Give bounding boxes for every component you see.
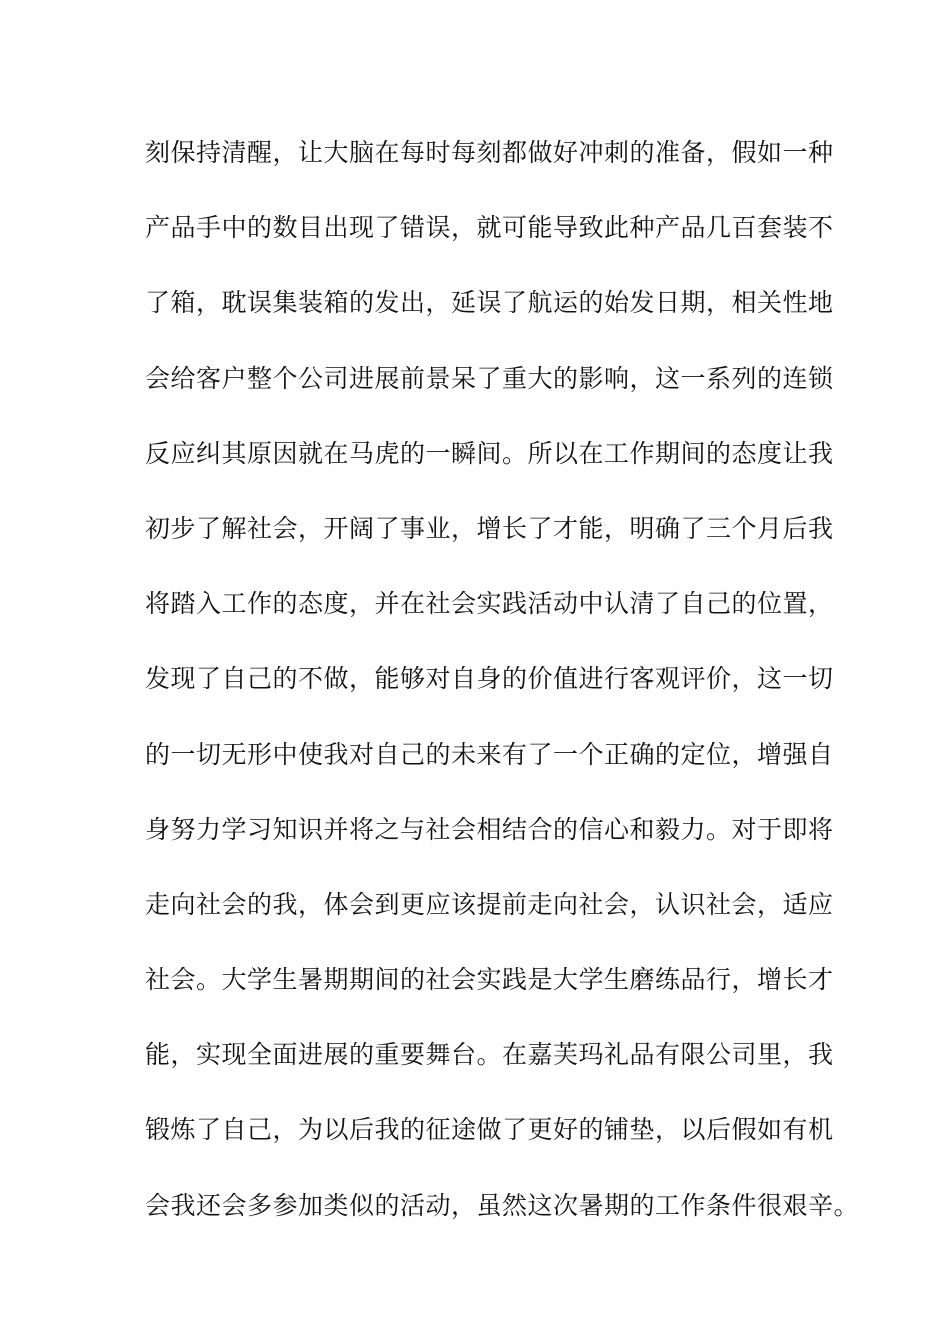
text-line: 产品手中的数目出现了错误，就可能导致此种产品几百套装不 xyxy=(145,213,834,243)
text-line: 走向社会的我，体会到更应该提前走向社会，认识社会，适应 xyxy=(145,889,834,919)
text-line: 锻炼了自己，为以后我的征途做了更好的铺垫，以后假如有机 xyxy=(145,1115,834,1145)
text-line: 能，实现全面进展的重要舞台。在嘉芙玛礼品有限公司里，我 xyxy=(145,1040,834,1070)
body-text xyxy=(145,131,860,1259)
text-line: 刻保持清醒，让大脑在每时每刻都做好冲刺的准备，假如一种 xyxy=(145,138,834,167)
text-line: 发现了自己的不做，能够对自身的价值进行客观评价，这一切 xyxy=(145,664,834,694)
text-line: 社会。大学生暑期期间的社会实践是大学生磨练品行，增长才 xyxy=(145,965,834,995)
text-line: 身努力学习知识并将之与社会相结合的信心和毅力。对于即将 xyxy=(145,814,834,844)
text-line: 会我还会多参加类似的活动，虽然这次暑期的工作条件很艰辛。 xyxy=(145,1190,860,1220)
text-line: 的一切无形中使我对自己的未来有了一个正确的定位，增强自 xyxy=(145,739,834,769)
text-line: 反应纠其原因就在马虎的一瞬间。所以在工作期间的态度让我 xyxy=(145,438,834,468)
text-line: 将踏入工作的态度，并在社会实践活动中认清了自己的位置， xyxy=(145,589,834,619)
text-line: 会给客户整个公司进展前景呆了重大的影响，这一系列的连锁 xyxy=(145,363,834,393)
text-line: 了箱，耽误集装箱的发出，延误了航运的始发日期，相关性地 xyxy=(145,288,834,318)
text-line: 初步了解社会，开阔了事业，增长了才能，明确了三个月后我 xyxy=(145,513,834,543)
